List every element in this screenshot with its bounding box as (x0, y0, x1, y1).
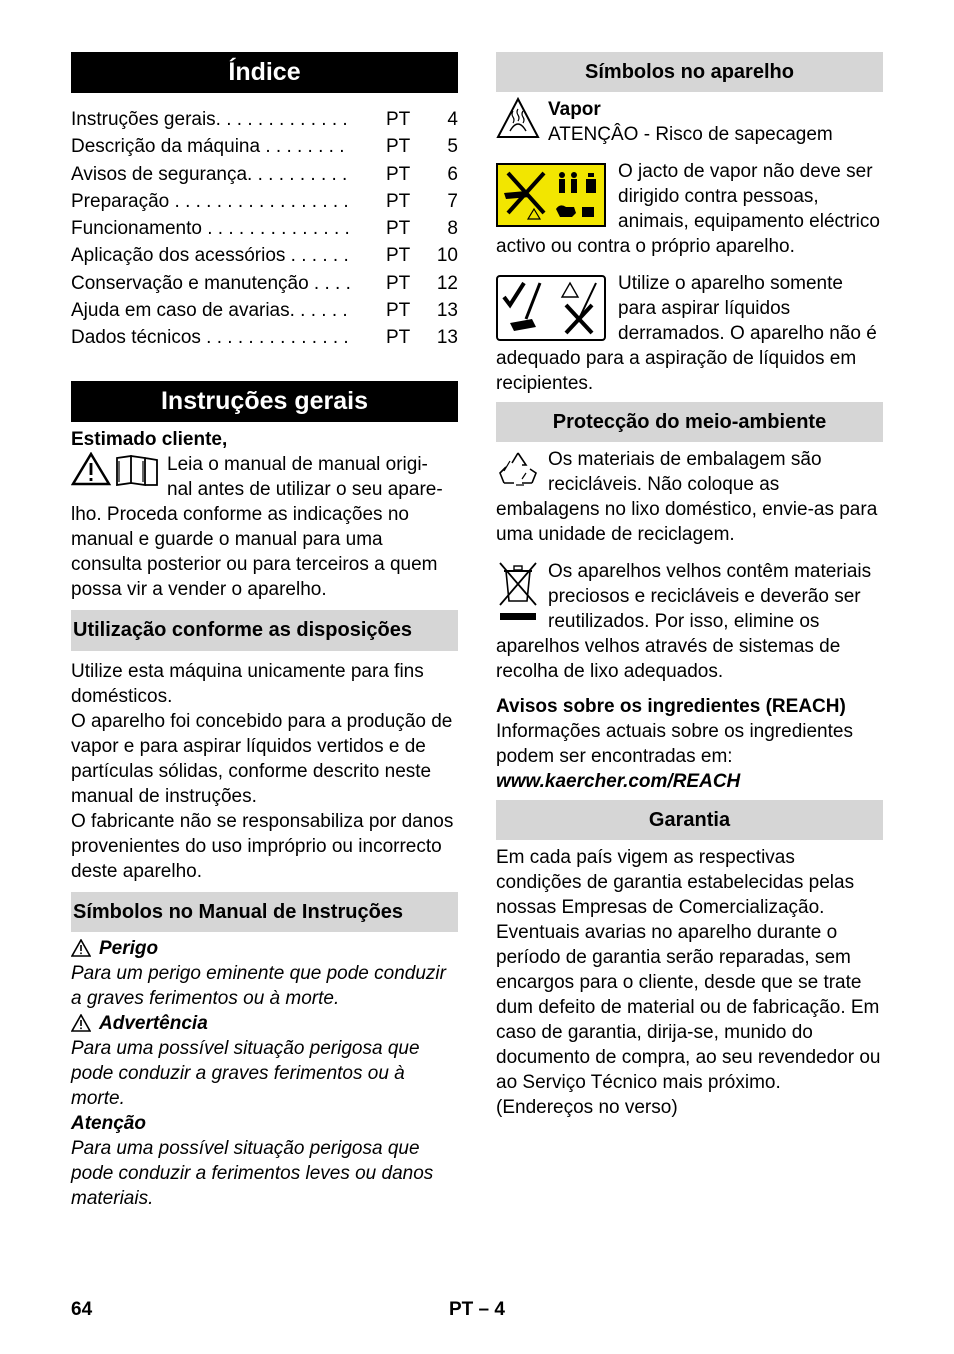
reach-link[interactable]: www.kaercher.com/REACH (496, 771, 741, 792)
toc-lang: PT (386, 327, 411, 349)
toc-title: Funcionamento . . . . . . . . . . . . . . (71, 218, 350, 240)
liquid-suction-icon (496, 275, 606, 341)
environment-heading: Protecção do meio-ambiente (496, 402, 883, 442)
weee-text: Os aparelhos velhos contêm materiais preciosos e recicláveis e deverão ser reutilizados. Por isso, elimine os aparelhos velhos através de sistemas de recolha de lixo adequados. (496, 561, 872, 682)
caution-label: Atenção (71, 1112, 146, 1134)
toc-title: Dados técnicos . . . . . . . . . . . . . . (71, 327, 349, 349)
usage-p1: Utilize esta máquina unicamente para fins domésticos. (71, 660, 424, 707)
toc-page: 10 (436, 245, 458, 267)
warning-triangle-icon (71, 1014, 91, 1032)
reach-text: Informações actuais sobre os ingredientes podem ser encontradas em: (496, 721, 853, 767)
toc-title: Preparação . . . . . . . . . . . . . . . . . (71, 190, 349, 212)
danger-label: Perigo (99, 937, 159, 959)
warning-row (71, 1011, 458, 1036)
greeting: Estimado cliente, (71, 428, 228, 450)
toc-title: Avisos de segurança. . . . . . . . . . (71, 163, 348, 185)
toc-page: 13 (436, 300, 458, 322)
vapor-label: Vapor (548, 99, 601, 120)
index-heading: Índice (71, 52, 458, 93)
toc-lang: PT (386, 109, 411, 130)
vapor-block (496, 97, 883, 147)
toc-row (71, 161, 458, 188)
toc-page: 12 (436, 272, 458, 294)
usage-p3: O fabricante não se responsabiliza por danos provenientes do uso impróprio ou incorrecto deste aparelho. (71, 810, 454, 882)
toc-lang: PT (386, 136, 411, 158)
toc-page: 6 (447, 163, 458, 185)
toc-title: Instruções gerais. . . . . . . . . . . . . (71, 109, 348, 130)
general-heading: Instruções gerais (71, 381, 458, 422)
hot-steam-warning-icon (496, 97, 540, 139)
toc-row (71, 106, 458, 133)
page-number: 64 (71, 1299, 93, 1320)
symbols-device-heading: Símbolos no aparelho (496, 52, 883, 92)
warranty-text: Em cada país vigem as respectivas condições de garantia estabelecidas pelas nossas Empresas de Comercialização. Eventuais avarias no aparelho durante o período de garantia serão reparadas, sem encargos para o cliente, desde que se trate dum defeito de material ou de fabricação. Em caso de garantia, dirija-se, munido do documento de compra, ao seu revendedor ou ao Serviço Técnico mais próximo. (Endereços no verso) (496, 847, 881, 1118)
toc-row (71, 270, 458, 297)
toc-lang: PT (386, 163, 411, 185)
recycle-text: Os materiais de embalagem são recicláveis. Não coloque as embalagens no lixo doméstico, envie-as para uma unidade de reciclagem. (496, 449, 878, 545)
liquid-text: Utilize o aparelho somente para aspirar líquidos derramados. O aparelho não é adequado para a aspiração de líquidos em recipientes. (496, 273, 877, 394)
toc-lang: PT (386, 300, 411, 322)
steam-jet-text: O jacto de vapor não deve ser dirigido contra pessoas, animais, equipamento eléctrico activo ou contra o próprio aparelho. (496, 161, 880, 257)
steam-jet-block (496, 159, 883, 259)
toc-page: 7 (447, 190, 458, 212)
no-steam-at-people-icon (496, 163, 606, 227)
toc-title: Aplicação dos acessórios . . . . . . (71, 245, 349, 267)
vapor-text: ATENÇÂO - Risco de sapecagem (548, 124, 833, 145)
warning-triangle-icon (71, 939, 91, 957)
section-label: PT – 4 (449, 1299, 505, 1320)
toc-row (71, 324, 458, 351)
crossed-bin-icon (496, 559, 540, 625)
toc-page: 13 (436, 327, 458, 349)
warning-manual-icon (71, 452, 159, 486)
read-manual-line2: nal antes de utilizar o seu apare- (167, 478, 443, 500)
recycle-icon (496, 447, 540, 491)
toc-row (71, 297, 458, 324)
read-manual-text: lho. Proceda conforme as indicações no manual e guarde o manual para uma consulta posterior ou para terceiros a quem possa vir a vender o aparelho. (71, 503, 438, 600)
toc-lang: PT (386, 190, 411, 212)
toc-title: Ajuda em caso de avarias. . . . . . (71, 300, 348, 322)
toc-title: Conservação e manutenção . . . . (71, 272, 351, 294)
toc-row (71, 215, 458, 242)
table-of-contents (71, 106, 458, 352)
reach-title: Avisos sobre os ingredientes (REACH) (496, 696, 846, 717)
toc-lang: PT (386, 218, 411, 240)
warranty-heading: Garantia (496, 800, 883, 840)
right-column (496, 52, 883, 1120)
toc-page: 5 (447, 136, 458, 158)
symbols-manual-heading: Símbolos no Manual de Instruções (71, 892, 458, 932)
toc-row (71, 242, 458, 269)
toc-page: 4 (447, 109, 458, 130)
toc-lang: PT (386, 272, 411, 294)
liquid-block (496, 271, 883, 396)
warning-text: Para uma possível situação perigosa que pode conduzir a graves ferimentos ou à morte. (71, 1037, 420, 1109)
danger-text: Para um perigo eminente que pode conduzir a graves ferimentos ou à morte. (71, 962, 446, 1009)
toc-lang: PT (386, 245, 411, 267)
toc-page: 8 (447, 218, 458, 240)
danger-row (71, 936, 458, 961)
toc-row (71, 133, 458, 160)
weee-block (496, 559, 883, 684)
usage-p2: O aparelho foi concebido para a produção de vapor e para aspirar líquidos vertidos e de partículas sólidas, conforme descrito neste manual de instruções. (71, 710, 453, 807)
caution-text: Para uma possível situação perigosa que pode conduzir a ferimentos leves ou danos materiais. (71, 1137, 434, 1209)
read-manual-line1: Leia o manual de manual origi- (167, 453, 428, 475)
warning-label: Advertência (99, 1012, 208, 1034)
recycle-block (496, 447, 883, 547)
read-manual-block (71, 452, 458, 602)
toc-row (71, 188, 458, 215)
toc-title: Descrição da máquina . . . . . . . . (71, 136, 345, 158)
left-column (71, 52, 458, 1211)
usage-heading: Utilização conforme as disposições (71, 610, 458, 651)
